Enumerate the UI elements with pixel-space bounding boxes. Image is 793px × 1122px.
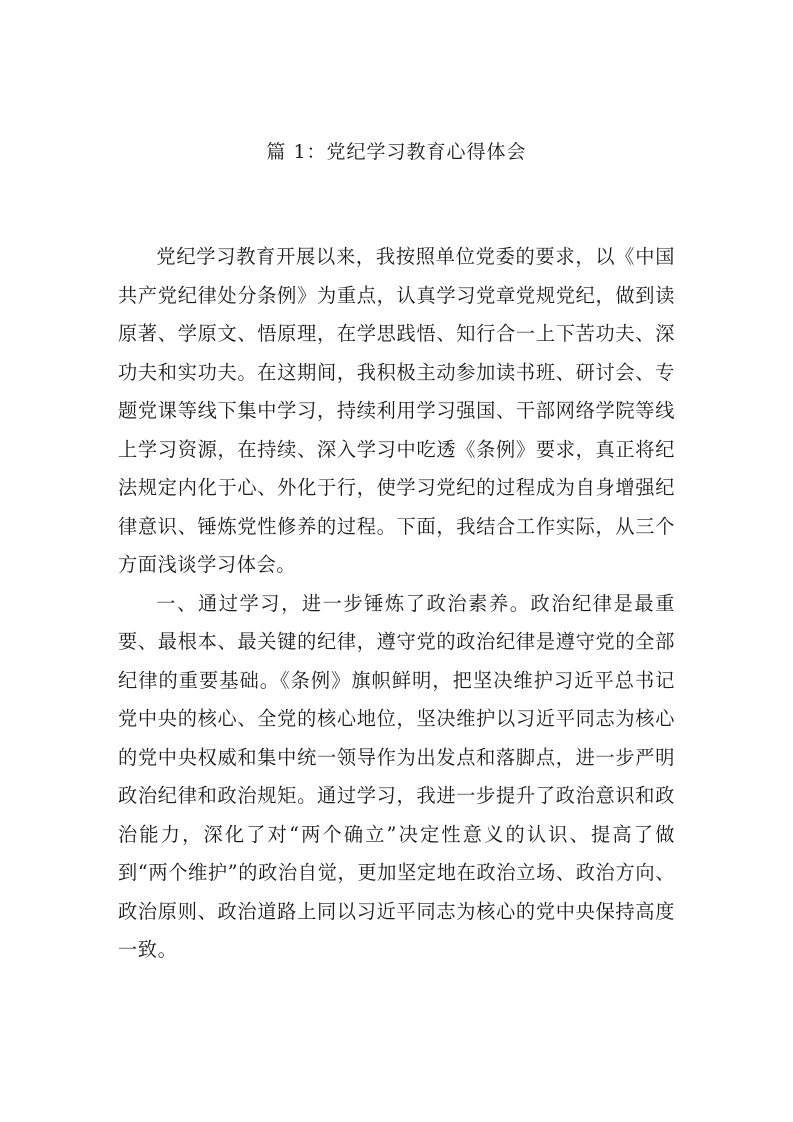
document-title: 篇 1：党纪学习教育心得体会	[266, 141, 527, 163]
paragraph-intro: 党纪学习教育开展以来，我按照单位党委的要求，以《中国共产党纪律处分条例》为重点，认真学习党章党规党纪，做到读原著、学原文、悟原理，在学思践悟、知行合一上下苦功夫、深功夫和实功夫。在这期间，我积极主动参加读书班、研讨会、专题党课等线下集中学习，持续利用学习强国、干部网络学院等线上学习资源，在持续、深入学习中吃透《条例》要求，真正将纪法规定内化于心、外化于行，使学习党纪的过程成为自身增强纪律意识、锤炼党性修养的过程。下面，我结合工作实际，从三个方面浅谈学习体会。	[118, 245, 675, 576]
document-body	[118, 238, 675, 970]
paragraph-section-one: 一、通过学习，进一步锤炼了政治素养。政治纪律是最重要、最根本、最关键的纪律，遵守党的政治纪律是遵守党的全部纪律的重要基础。《条例》旗帜鲜明，把坚决维护习近平总书记党中央的核心、全党的核心地位，坚决维护以习近平同志为核心的党中央权威和集中统一领导作为出发点和落脚点，进一步严明政治纪律和政治规矩。通过学习，我进一步提升了政治意识和政治能力，深化了对“两个确立”决定性意义的认识、提高了做到“两个维护”的政治自觉，更加坚定地在政治立场、政治方向、政治原则、政治道路上同以习近平同志为核心的党中央保持高度一致。	[118, 591, 675, 961]
